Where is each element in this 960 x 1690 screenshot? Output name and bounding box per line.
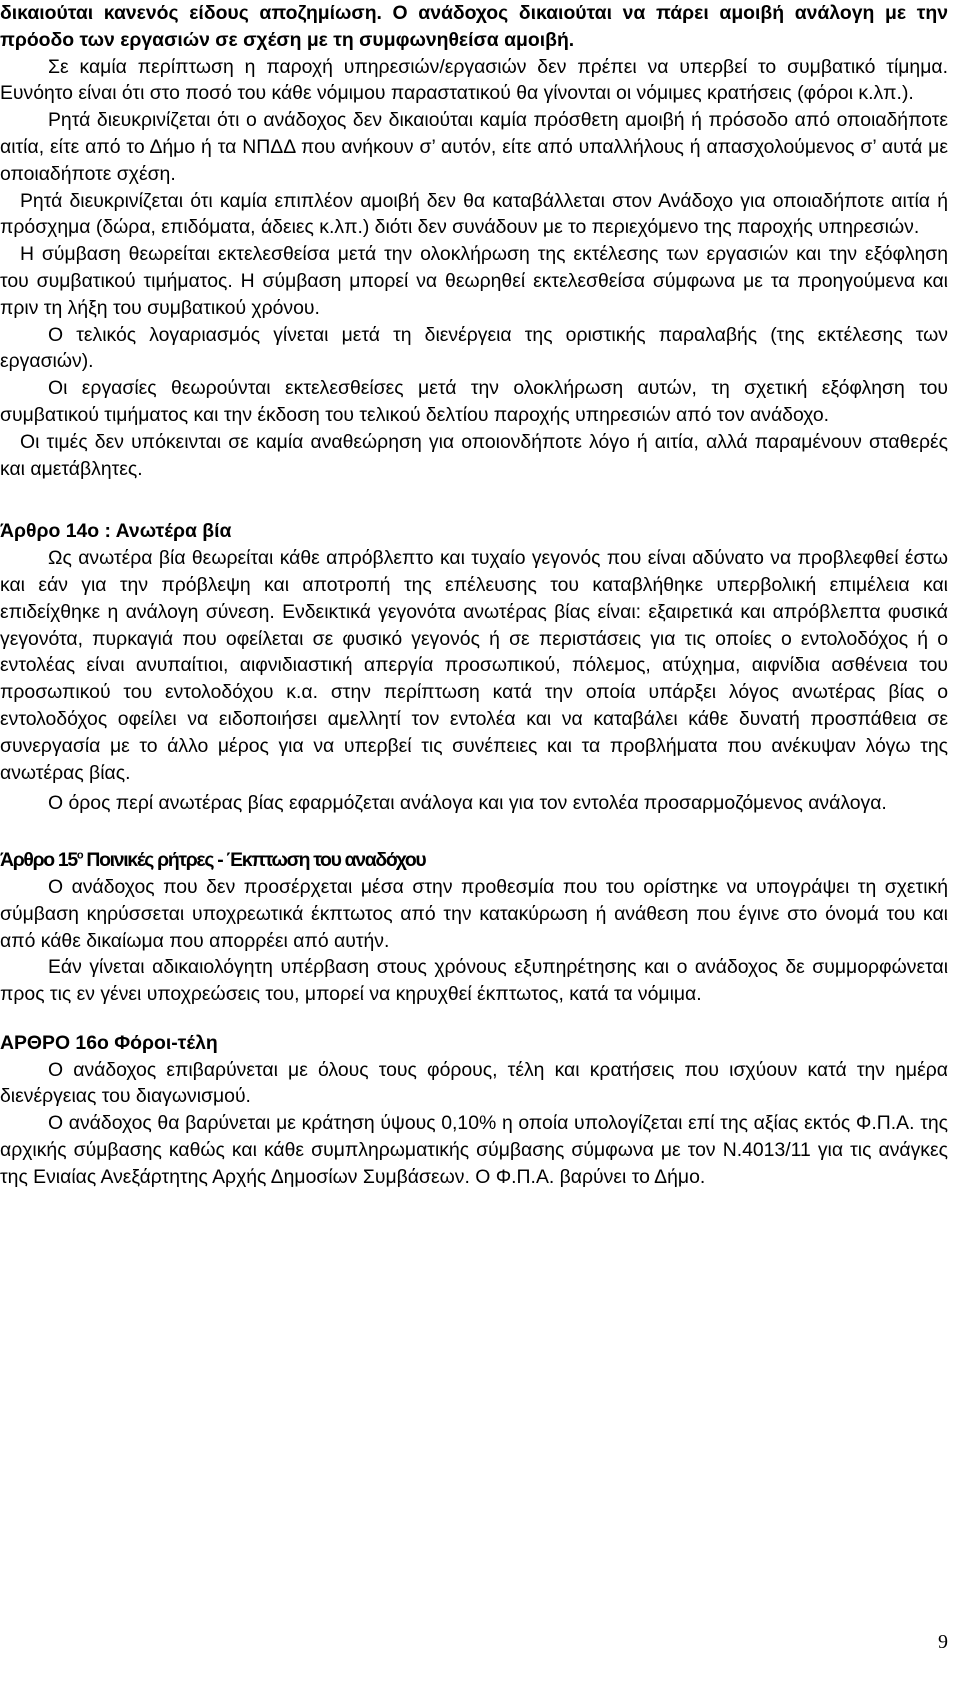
paragraph-contract-price: Σε καμία περίπτωση η παροχή υπηρεσιών/εργασιών δεν πρέπει να υπερβεί το συμβατικό τίμημα. Ευνόητο είναι ότι στο ποσό του κάθε νόμιμου παραστατικού θα γίνονται οι νόμιμες κρατήσεις (φόροι κ.λπ.). <box>0 55 948 105</box>
spacer <box>0 817 948 847</box>
heading-article-16: ΑΡΘΡΟ 16ο Φόροι-τέλη <box>0 1031 218 1054</box>
heading-article-15-label: Άρθρο 15 <box>0 849 77 872</box>
spacer <box>0 482 948 518</box>
heading-article-15-title: Ποινικές ρήτρες - Έκπτωση του αναδόχου <box>82 849 426 872</box>
paragraph-no-extra-fee: Ρητά διευκρινίζεται ότι καμία επιπλέον αμοιβή δεν θα καταβάλλεται στον Ανάδοχο για οποιαδήποτε αιτία ή πρόσχημα (δώρα, επιδόματα, άδειες κ.λπ.) διότι δεν συνάδουν με το περιεχόμενο της παροχής υπηρεσιών. <box>0 189 948 239</box>
heading-article-15-ordinal: ο <box>76 849 83 862</box>
paragraph-contract-executed: Η σύμβαση θεωρείται εκτελεσθείσα μετά την ολοκλήρωση της εκτέλεσης των εργασιών και την εξόφληση του συμβατικού τιμήματος. Η σύμβαση μπορεί να θεωρηθεί εκτελεσθείσα σύμφωνα με τα προηγούμενα και πριν τη λήξη του συμβατικού χρόνου. <box>0 243 948 319</box>
paragraph-final-account: Ο τελικός λογαριασμός γίνεται μετά τη διενέργεια της οριστικής παραλαβής (της εκτέλεσης των εργασιών). <box>0 323 948 373</box>
paragraph-prices-fixed: Οι τιμές δεν υπόκεινται σε καμία αναθεώρηση για οποιονδήποτε λόγο ή αιτία, αλλά παραμένουν σταθερές και αμετάβλητες. <box>0 430 948 480</box>
heading-article-15 <box>0 847 948 874</box>
paragraph-force-majeure-client: Ο όρος περί ανωτέρας βίας εφαρμόζεται ανάλογα και για τον εντολέα προσαρμοζόμενος ανάλογα. <box>48 792 887 815</box>
page-number: 9 <box>938 1631 948 1653</box>
spacer <box>0 1008 948 1030</box>
paragraph-no-extra-income: Ρητά διευκρινίζεται ότι ο ανάδοχος δεν δικαιούται καμία πρόσθετη αμοιβή ή πρόσοδο από οποιαδήποτε αιτία, είτε από το Δήμο ή τα ΝΠΔΔ που ανήκουν σ’ αυτόν, είτε από υπαλλήλους ή απασχολούμενος σ’ αυτά με οποιαδήποτε σχέση. <box>0 109 948 185</box>
paragraph-compensation-bold: δικαιούται κανενός είδους αποζημίωση. Ο ανάδοχος δικαιούται να πάρει αμοιβή ανάλογη με την πρόοδο των εργασιών σε σχέση με τη συμφωνηθείσα αμοιβή. <box>0 2 948 51</box>
paragraph-taxes: Ο ανάδοχος επιβαρύνεται με όλους τους φόρους, τέλη και κρατήσεις που ισχύουν κατά την ημέρα διενέργειας του διαγωνισμού. <box>0 1058 948 1108</box>
paragraph-force-majeure: Ως ανωτέρα βία θεωρείται κάθε απρόβλεπτο και τυχαίο γεγονός που είναι αδύνατο να προβλεφθεί έστω και εάν για την πρόβλεψη και αποτροπή της επέλευσης του καταβλήθηκε υπερβολική επιμέλεια και επιδείχθηκε η ανάλογη σύνεση. Ενδεικτικά γεγονότα ανωτέρας βίας είναι: εξαιρετικά και απρόβλεπτα φυσικά γεγονότα, πυρκαγιά που οφείλεται σε φυσικό γεγονός ή σε περιστάσεις για τις οποίες ο εντολοδόχος ή ο εντολέας είναι ανυπαίτιοι, αιφνιδιαστική απεργία προσωπικού, πόλεμος, ατύχημα, αιφνίδια ασθένεια του προσωπικού του εντολοδόχου κ.α. στην περίπτωση κατά την οποία υπάρξει λόγος ανωτέρας βίας ο εντολοδόχος οφείλει να ειδοποιήσει αμελλητί τον εντολέα και να καταβάλει κάθε δυνατή προσπάθεια σε συνεργασία με το άλλο μέρος για να υπερβεί τις συνέπειες και τα προβλήματα που ανέκυψαν λόγω της ανωτέρας βίας. <box>0 547 948 784</box>
paragraph-works-executed: Οι εργασίες θεωρούνται εκτελεσθείσες μετά την ολοκλήρωση αυτών, τη σχετική εξόφληση του συμβατικού τιμήματος και την έκδοση του τελικού δελτίου παροχής υπηρεσιών από τον ανάδοχο. <box>0 377 948 426</box>
heading-article-14: Άρθρο 14ο : Ανωτέρα βία <box>0 520 232 543</box>
paragraph-contractor-default: Ο ανάδοχος που δεν προσέρχεται μέσα στην προθεσμία που του ορίστηκε να υπογράψει τη σχετική σύμβαση κηρύσσεται υποχρεωτικά έκπτωτος από την κατακύρωση ή ανάθεση που έγινε στο όνομά του και από κάθε δικαίωμα που απορρέει από αυτήν. <box>0 875 948 952</box>
paragraph-time-overrun: Εάν γίνεται αδικαιολόγητη υπέρβαση στους χρόνους εξυπηρέτησης και ο ανάδοχος δε συμμορφώνεται προς τις εν γένει υποχρεώσεις του, μπορεί να κηρυχθεί έκπτωτος, κατά τα νόμιμα. <box>0 956 948 1006</box>
paragraph-withholding: Ο ανάδοχος θα βαρύνεται με κράτηση ύψους 0,10% η οποία υπολογίζεται επί της αξίας εκτός Φ.Π.Α. της αρχικής σύμβασης καθώς και κάθε συμπληρωματικής σύμβασης σύμφωνα με τον Ν.4013/11 για τις ανάγκες της Ενιαίας Ανεξάρτητης Αρχής Δημοσίων Συμβάσεων. Ο Φ.Π.Α. βαρύνει το Δήμο. <box>0 1112 948 1188</box>
